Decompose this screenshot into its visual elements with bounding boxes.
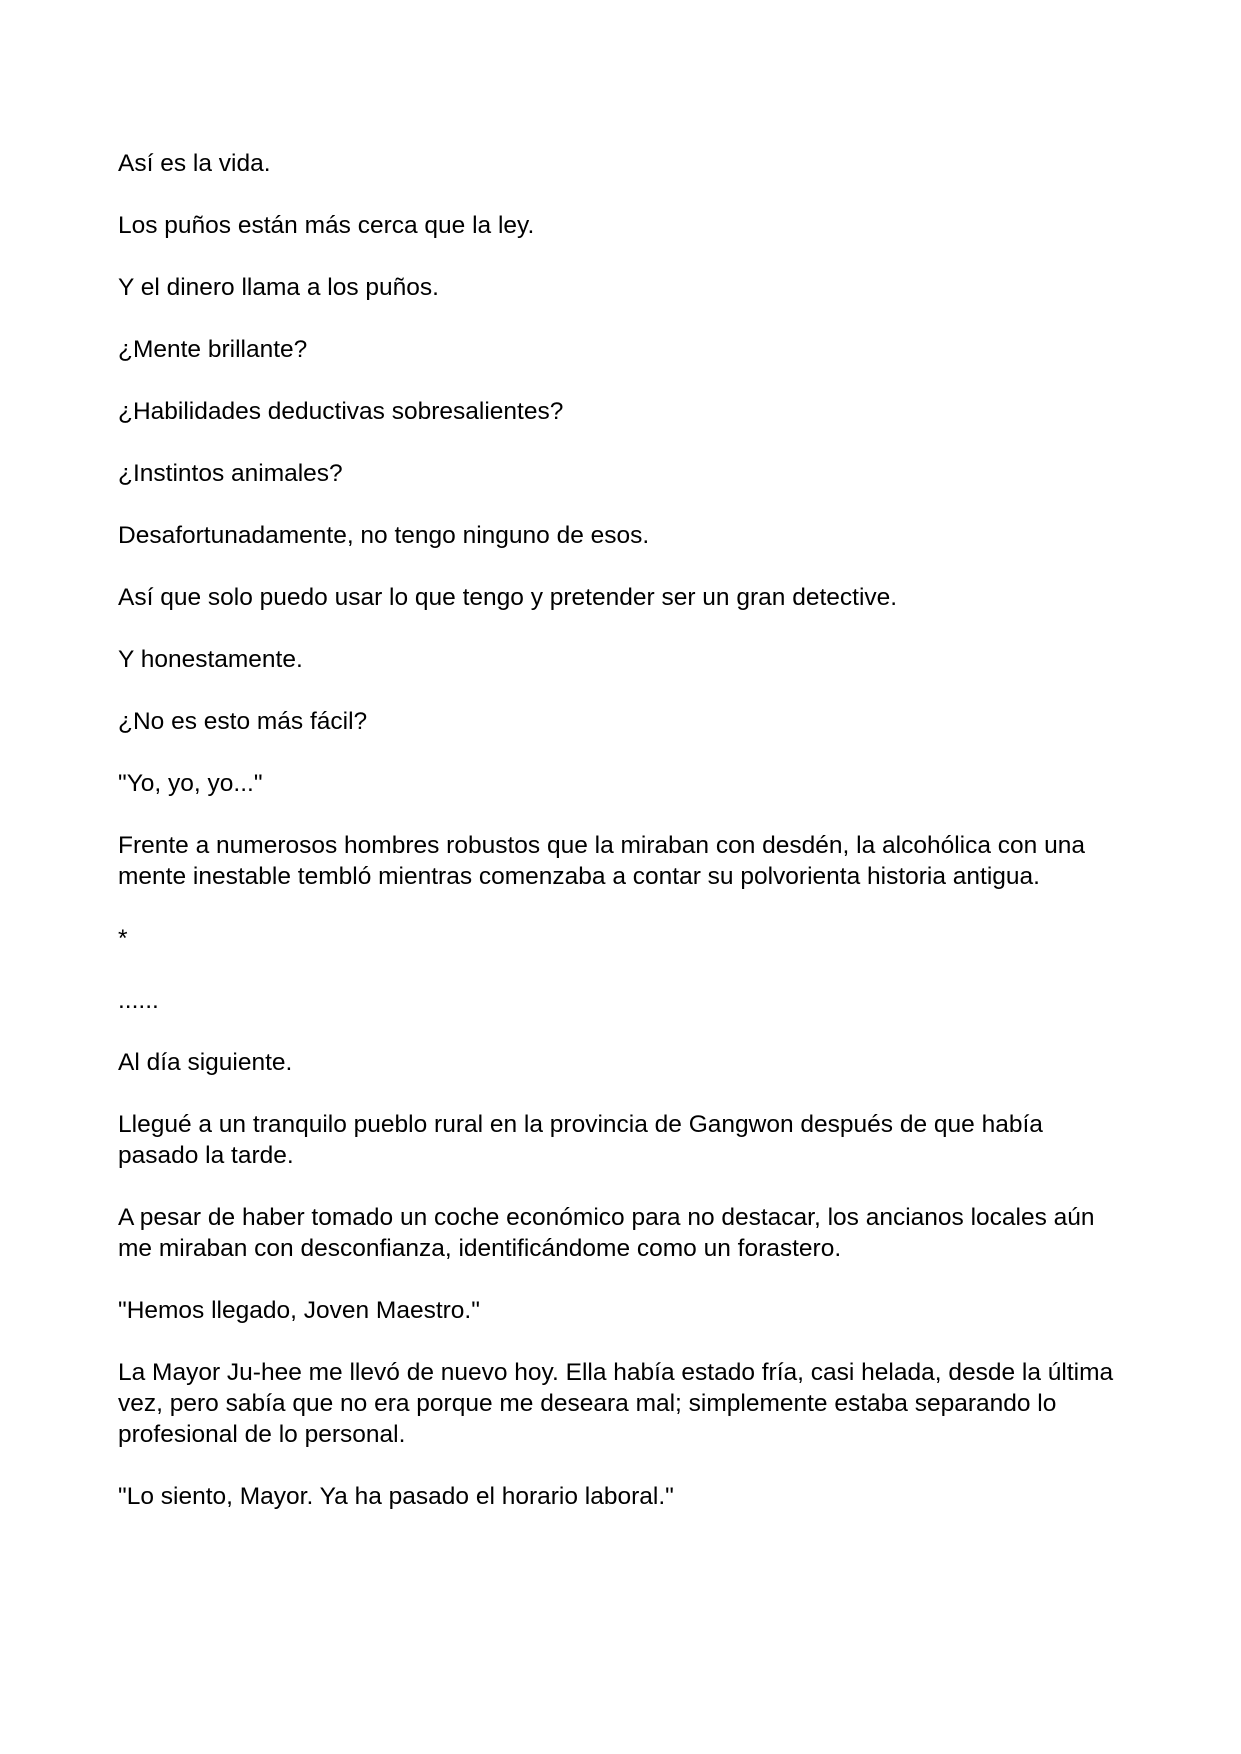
paragraph: Los puños están más cerca que la ley. [118,212,535,239]
paragraph: ¿No es esto más fácil? [118,708,368,735]
paragraph: Al día siguiente. [118,1049,293,1076]
section-break-asterisk: * [118,925,128,952]
paragraph: ¿Habilidades deductivas sobresalientes? [118,398,564,425]
paragraph: Y honestamente. [118,646,303,673]
ellipsis-line: ...... [118,987,159,1014]
paragraph: Frente a numerosos hombres robustos que la miraban con desdén, la alcohólica con una mente inestable tembló mientras comenzaba a contar su polvorienta historia antigua. [118,832,1085,890]
paragraph: "Hemos llegado, Joven Maestro." [118,1297,480,1324]
paragraph: Así es la vida. [118,150,271,177]
paragraph: Y el dinero llama a los puños. [118,274,439,301]
paragraph: ¿Mente brillante? [118,336,308,363]
paragraph: Así que solo puedo usar lo que tengo y pretender ser un gran detective. [118,584,898,611]
paragraph: ¿Instintos animales? [118,460,343,487]
paragraph: Desafortunadamente, no tengo ninguno de esos. [118,522,650,549]
paragraph: Llegué a un tranquilo pueblo rural en la provincia de Gangwon después de que había pasado la tarde. [118,1111,1043,1169]
paragraph: "Yo, yo, yo..." [118,770,263,797]
paragraph: "Lo siento, Mayor. Ya ha pasado el horario laboral." [118,1483,674,1510]
paragraph: La Mayor Ju-hee me llevó de nuevo hoy. Ella había estado fría, casi helada, desde la última vez, pero sabía que no era porque me deseara mal; simplemente estaba separando lo profesional de lo personal. [118,1359,1114,1448]
document-body [118,148,1128,1543]
paragraph: A pesar de haber tomado un coche económico para no destacar, los ancianos locales aún me miraban con desconfianza, identificándome como un forastero. [118,1204,1095,1262]
